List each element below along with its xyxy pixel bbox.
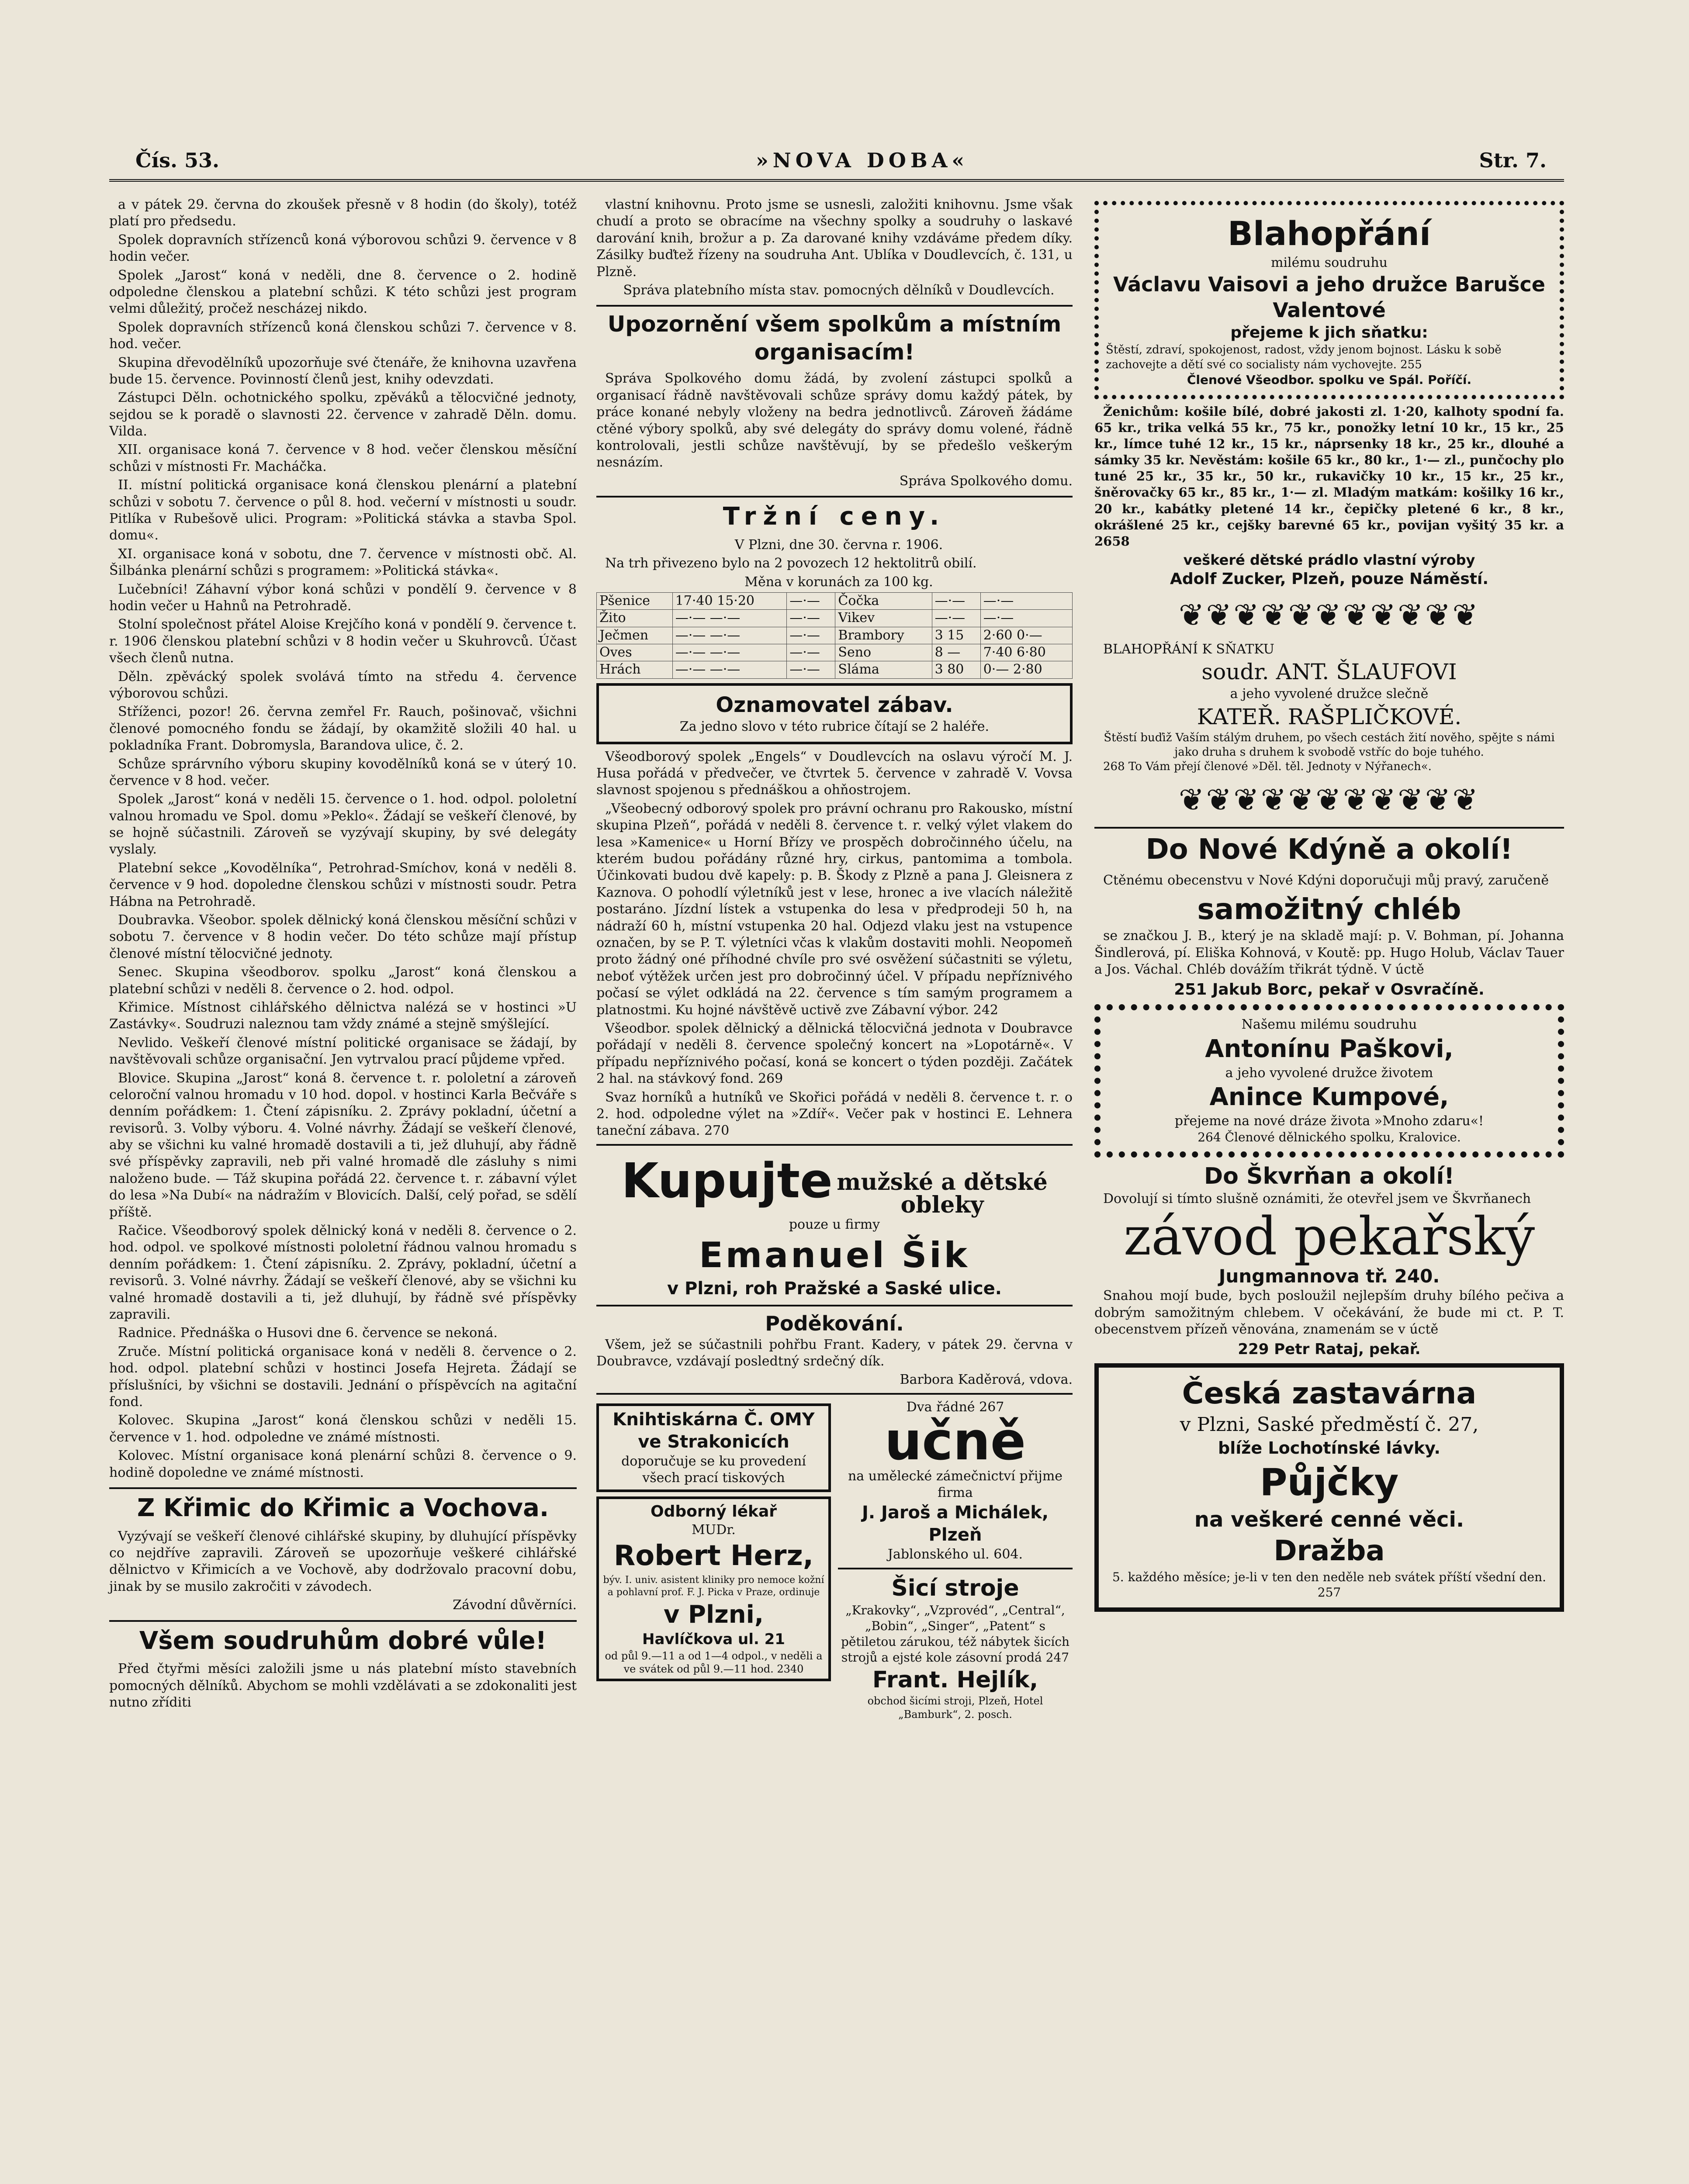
zenich-line: veškeré dětské prádlo vlastní výroby (1183, 551, 1475, 568)
snatek-name1: soudr. ANT. ŠLAUFOVI (1201, 659, 1457, 685)
kupujte-pouze: pouze u firmy (789, 1216, 880, 1232)
price-cell: —·— (787, 627, 835, 644)
notice-sign: Správa Spolkového domu. (899, 473, 1073, 489)
price-cell: —·— (787, 661, 835, 678)
price-row (597, 610, 1073, 627)
ucne-addr: Jablonského ul. 604. (887, 1547, 1023, 1562)
snatek-title: BLAHOPŘÁNÍ K SŇATKU (1103, 641, 1274, 657)
price-cell: —·— —·— (672, 610, 787, 627)
notice-item: a v pátek 29. června do zkoušek přesně v 8 hodin (do školy), totéž platí pro předsedu. (109, 197, 577, 229)
sici-title: Šicí stroje (891, 1575, 1019, 1601)
price-cell: —·— (980, 610, 1072, 627)
price-cell: 0·— 2·80 (980, 661, 1072, 678)
skvrnan-big: závod pekařský (1123, 1206, 1535, 1267)
price-row (597, 644, 1073, 661)
kdyne-sign: Jakub Borc, pekař v Osvračíně. (1212, 981, 1485, 999)
lekar-line4: býv. I. univ. asistent kliniky pro nemoce kožní a pohlavní prof. F. J. Picka v Praze, ordinuje (603, 1575, 824, 1598)
blahoprani-ad (1094, 201, 1564, 399)
paskovi-num: 264 (1198, 1130, 1221, 1144)
column-left (109, 197, 577, 1713)
library-sign: Správa platebního místa stav. pomocných dělníků v Doudlevcích. (623, 282, 1055, 298)
notice-item: Spolek dopravních střízenců koná výborovou schůzi 9. července v 8 hodin večer. (109, 232, 577, 265)
price-cell: —·— (787, 592, 835, 609)
kdyne-text2: se značkou J. B., který je na skladě mají: p. V. Bohman, pí. Johanna Šindlerová, pí. Eliška Kohnová, v Koutě: pp. Hugo Holub, Václav Tauer a Jos. Váchal. Chléb dovážím třikrát týdně. V úctě (1094, 928, 1564, 977)
skvrnan-text1: Dovolují si tímto slušně oznámiti, že otevřel jsem ve Škvrňanech (1103, 1191, 1531, 1207)
library-text: vlastní knihovnu. Proto jsme se usnesli, založiti knihovnu. Jsme však chudí a proto se obracíme na všechny spolky a soudruhy o laskavé darování knih, brožur a p. Za darované knihy vzdáváme předem díky. Zásilky buďtež řízeny na soudruha Ant. Ublíka v Doudlevcích, č. 131, u Plzně. (596, 197, 1073, 280)
price-row (597, 661, 1073, 678)
lekar-city: v Plzni, (663, 1600, 764, 1629)
paskovi-line3: přejeme na nové dráze života »Mnoho zdaru«! (1174, 1113, 1484, 1129)
zastavarna-line1: v Plzni, Saské předměstí č. 27, (1180, 1413, 1479, 1436)
price-cell: Seno (835, 644, 932, 661)
notice-item: Senec. Skupina všeodborov. spolku „Jarost“ koná členskou a platební schůzi v neděli 8. července o 2. hod. odpol. (109, 964, 577, 997)
snatek-text: Štěstí buďiž Vaším stálým druhem, po všech cestách žití nověho, spějte s námi jako druha s druhem k svobodě vstříc do boje tuhého. (1104, 731, 1555, 759)
ucne-line3: na umělecké zámečnictví přijme firma (848, 1469, 1063, 1501)
prices-table (596, 592, 1073, 679)
newspaper-page (109, 131, 1564, 2184)
paskovi-name1: Antonínu Paškovi, (1205, 1034, 1454, 1063)
kdyne-title: Do Nové Kdýně a okolí! (1094, 827, 1564, 868)
price-cell: Ječmen (597, 627, 673, 644)
paskovi-line1: Našemu milému soudruhu (1241, 1017, 1417, 1033)
price-cell: 17·40 15·20 (672, 592, 787, 609)
zastavarna-line2: blíže Lochotínské lávky. (1218, 1438, 1440, 1458)
zabav-sub: Za jedno slovo v této rubrice čítají se 2 haléře. (679, 719, 990, 735)
paskovi-sign: Členové dělnického spolku, Kralovice. (1225, 1130, 1461, 1144)
section-soudruhum-title: Všem soudruhům dobré vůle! (109, 1620, 577, 1657)
notice-item: Račice. Všeodborový spolek dělnický koná v neděli 8. července o 2. hod. odpol. ve spolkové místnosti pololetní řádnou valnou hromadu s denním pořádkem: 1. Čtení zápisníku. 2. Zprávy, pokladní, účetní a revisorů. 3. Volné návrhy. Žádají se veškeří členové, aby se všichni ku valné hromadě dostavili a ti, jež dluhují, by řádně své příspěvky zapravili. (109, 1223, 577, 1322)
blaho1-title: Blahopřání (1228, 214, 1431, 253)
notice-item: Křimice. Místnost cihlářského dělnictva nalézá se v hostinci »U Zastávky«. Soudruzi naleznou tam vždy známé a stejně smýšlející. (109, 999, 577, 1032)
knih-line1: Knihtiskárna Č. OMY (613, 1409, 815, 1430)
notice-item: XI. organisace koná v sobotu, dne 7. července v místnosti obč. Al. Šilbánka plenární schůzi s programem: »Politická stávka«. (109, 546, 577, 579)
lekar-ad (596, 1496, 831, 1681)
zenich-text: Ženichům: košile bílé, dobré jakosti zl. 1·20, kalhoty spodní fa. 65 kr., trika velká 55 kr., 75 kr., ponožky letní 10 kr., 15 kr., 25 kr., límce tuhé 12 kr., 15 kr., náprsenky 18 kr., 25 kr., dlouhé a sámky 35 kr. Nevěstám: košile 65 kr., 80 kr., 1·— zl., punčochy plo tuné 25 kr., 35 kr., 50 kr., rukavičky 10 kr., 15 kr., 25 kr., šněrovačky 65 kr., 85 kr., 1·— zl. Mladým matkám: košilky 16 kr., 20 kr., kabátky pletené 14 kr., čepičky pletené 6 kr., 8 kr., okrášlené 25 kr., cejšky barevné 65 kr., povijan vyšitý 35 kr. a 2658 (1094, 404, 1564, 549)
snatek-ad (1094, 641, 1564, 774)
zastavarna-ad (1094, 1363, 1564, 1612)
knih-line2: ve Strakonicích (638, 1431, 789, 1452)
price-cell: —·— (980, 592, 1072, 609)
blaho1-text: Štěstí, zdraví, spokojenost, radost, vždy jenom bojnost. Lásku k sobě zachovejte a dětí své co socialisty nám vychovejte. 255 (1106, 343, 1502, 371)
zastavarna-big: Půjčky (1260, 1461, 1399, 1505)
kupujte-ad (596, 1150, 1073, 1300)
lekar-name: Robert Herz, (614, 1540, 813, 1572)
snatek-sub: a jeho vyvolené družce slečně (1230, 686, 1429, 702)
lekar-addr: Havlíčkova ul. 21 (642, 1631, 785, 1648)
kdyne-text1: Ctěnému obecenstvu v Nové Kdýni doporučuji můj pravý, zaručeně (1103, 873, 1549, 888)
kupujte-addr: v Plzni, roh Pražské a Saské ulice. (667, 1279, 1002, 1299)
snatek-sign: To Vám přejí členové »Děl. těl. Jednoty v Nýřanech«. (1128, 760, 1432, 774)
section-soudruhum-text: Před čtyřmi měsíci založili jsme u nás platební místo stavebních pomocných dělníků. Abychom se mohli vzdělávati a se zdokonaliti jest nutno zříditi (109, 1661, 577, 1710)
price-cell: Oves (597, 644, 673, 661)
zabav-item: Všeodbor. spolek dělnický a dělnická tělocvičná jednota v Doubravce pořádají v neděli 8. července společný koncert na »Lopotárně«. V případu nepříznivého počasí, koná se koncert o týden později. Začátek 2 hal. na stávkový fond. 269 (596, 1020, 1073, 1087)
ornament-band-1: ❦❦❦❦❦❦❦❦❦❦❦ (1178, 597, 1480, 633)
section-krimice-text: Vyzývají se veškeří členové cihlářské skupiny, by dluhující příspěvky co nejdříve zapravili. Zároveň se upozorňuje veškeré cihlářské dělnictvo v Křimicích a ve Vochově, aby dodržovalo pracovní dobu, jinak by se musilo zakročiti v závodech. (109, 1528, 577, 1594)
notice-item: Kolovec. Místní organisace koná plenární schůzi 8. července o 9. hodině dopoledne ve známé místnosti. (109, 1448, 577, 1480)
price-cell: —·— (932, 592, 980, 609)
zastavarna-drazba: Dražba (1274, 1534, 1385, 1567)
kupujte-head: Kupujte (621, 1152, 833, 1209)
knih-line3: doporučuje se ku provedení všech prací tiskových (621, 1454, 806, 1486)
lekar-line2: MUDr. (692, 1522, 736, 1538)
price-cell: Hrách (597, 661, 673, 678)
snatek-num: 268 (1103, 760, 1125, 774)
skvrnan-title: Do Škvrňan a okolí! (1204, 1163, 1454, 1189)
lekar-line1: Odborný lékař (650, 1502, 777, 1521)
zastavarna-line3: na veškeré cenné věci. (1194, 1507, 1464, 1532)
zabav-item: „Všeobecný odborový spolek pro právní ochranu pro Rakousko, místní skupina Plzeň“, pořádá v neděli 8. července t. r. velký výlet vlakem do lesa »Kamenice« u Horní Břízy ve prospěch dobročinného účelu, na kterém budou pořádány různé hry, cirkus, pantomima a tombola. Účinkovati budou dvě kapely: p. B. Škody z Plzně a pana J. Gleisnera z Kaznova. O pohodlí výletníků jest v lese, hronec a ive vlacích náležitě postaráno. Jízdní lístek a vstupenka do lesa v předprodeji 50 h, na nádraží 60 h, místní vstupenka 20 hal. Odjezd vlaku jest na vstupence označen, by se P. T. výletníci včas k vlakům dostaviti mohli. Neopomeň proto žádný oné příhodné chvíle pro své osvěžení súčastniti se výletu, neboť výtěžek určen jest pro dobročinný účel. V případu nepříznivého počasí se výlet odkládá na 22. července s tím samým programem a platnostmi. Ku hojné návštěvě uctivě zve Zábavní výbor. 242 (596, 801, 1073, 1018)
podekovani-title: Poděkování. (765, 1311, 904, 1335)
skvrnan-text2: Snahou mojí bude, bych posloužil nejlepším druhy bílého pečiva a dobrým samožitným chlebem. V očekávání, že bude mi ct. P. T. obecenstvem přízeň věnována, znamenám se v úctě (1094, 1288, 1564, 1337)
podekovani-text: Všem, jež se súčastnili pohřbu Frant. Kadery, v pátek 29. června v Doubravce, vzdávají posledtný srdečný dík. (596, 1337, 1073, 1369)
notice-item: Zástupci Děln. ochotnického spolku, zpěváků a tělocvičné jednoty, sejdou se k poradě o slavnosti 22. července v zahradě Děln. domu. Vilda. (109, 390, 577, 439)
masthead-title: »NOVA DOBA« (756, 149, 969, 172)
blaho1-line: přejeme k jich sňatku: (1230, 324, 1428, 342)
price-cell: 7·40 6·80 (980, 644, 1072, 661)
price-cell: Vikev (835, 610, 932, 627)
notices-list (109, 197, 577, 1481)
notice-item: Doubravka. Všeobor. spolek dělnický koná členskou měsíční schůzi v sobotu 7. července v 8 hodin večer. Do této schůze mají přístup členové místní tělocvičné jednoty. (109, 912, 577, 961)
price-cell: Pšenice (597, 592, 673, 609)
price-cell: —·— —·— (672, 627, 787, 644)
kupujte-sub1: mužské a dětské (837, 1168, 1048, 1196)
price-cell: 2·60 0·— (980, 627, 1072, 644)
zabav-box (596, 683, 1073, 744)
prices-date: V Plzni, dne 30. června r. 1906. (734, 537, 943, 553)
price-cell: 3 80 (932, 661, 980, 678)
ucne-title: učně (884, 1411, 1026, 1472)
bottom-ads (596, 1399, 1073, 1721)
section-krimice-sign: Závodní důvěrníci. (453, 1597, 577, 1613)
price-cell: —·— (787, 644, 835, 661)
column-right (1094, 197, 1564, 1616)
page-header (109, 131, 1564, 182)
knihtiskarna-ad (596, 1403, 831, 1492)
price-cell: —·— (932, 610, 980, 627)
issue-number: Čís. 53. (135, 149, 220, 172)
notice-item: Platební sekce „Kovodělníka“, Petrohrad-Smíchov, koná v neděli 8. července v 9 hod. dopoledne členskou schůzi v místnosti soudr. Petra Hábna na Petrohradě. (109, 860, 577, 909)
price-cell: Sláma (835, 661, 932, 678)
price-cell: —·— (787, 610, 835, 627)
notice-text: Správa Spolkového domu žádá, by zvolení zástupci spolků a organisací řádně navštěvovali schůze správy domu každý pátek, by práce konané nebyly vloženy na bedra jednotlivců. Zároveň žádáme ctěné výbory spolků, aby své delegáty do správy domu volené, řádně kontrolovali, jestli schůze navštěvují, by se předešlo veškerým nesnázím. (596, 371, 1073, 470)
sici-text: „Krakovky“, „Vzprovéd“, „Central“, „Bobin“, „Singer“, „Patent“ s pětiletou zárukou, též nábytek šicích strojů a ejsté kole zásovní prodá 247 (841, 1603, 1070, 1665)
ucne-line1: Dva řádné (906, 1399, 975, 1415)
blaho1-names: Václavu Vaisovi a jeho družce Barušce Valentové (1113, 272, 1545, 322)
column-middle (596, 197, 1073, 1721)
notice-item: Kolovec. Skupina „Jarost“ koná členskou schůzi v neděli 15. července v 1. hod. odpoledne ve známé místnosti. (109, 1413, 577, 1445)
price-cell: Žito (597, 610, 673, 627)
notice-item: Nevlido. Veškeří členové místní politické organisace se žádají, by navštěvovali schůze organisační. Jen vytrvalou prací půjdeme vpřed. (109, 1035, 577, 1068)
paskovi-line2: a jeho vyvolené družce životem (1225, 1065, 1433, 1081)
kupujte-sub2: obleky (900, 1191, 984, 1218)
price-row (597, 592, 1073, 609)
notice-item: Děln. zpěvácký spolek svolává tímto na středu 4. července výborovou schůzi. (109, 669, 577, 701)
notice-item: Stříženci, pozor! 26. června zemřel Fr. Rauch, pošinovač, všichni členové pomocného fondu se žádají, by okamžitě složili 40 hal. u pokladníka Frant. Dobromysla, Barandova ulice, č. 2. (109, 704, 577, 753)
price-cell: Čočka (835, 592, 932, 609)
skvrnan-sign: Petr Rataj, pekař. (1274, 1340, 1421, 1358)
notice-item: Stolní společnost přátel Aloise Krejčího koná v pondělí 9. července t. r. 1906 členskou platební schůzi v 8 hodin večer u Skuhrovců. Účast všech členů nutna. (109, 617, 577, 666)
notice-item: Spolek „Jarost“ koná v neděli 15. července o 1. hod. odpol. pololetní valnou hromadu ve Spol. domu »Peklo«. Žádají se veškeří členové, by se hojně súčastnili. Zároveň se vyzývají skupiny, by své delegáty vyslaly. (109, 791, 577, 857)
ucne-num: 267 (979, 1399, 1004, 1415)
skvrnan-addr: Jungmannova tř. 240. (1218, 1265, 1440, 1287)
ucne-firm: J. Jaroš a Michálek, Plzeň (862, 1502, 1049, 1545)
price-cell: —·— —·— (672, 644, 787, 661)
price-row (597, 627, 1073, 644)
kdyne-product: samožitný chléb (1197, 892, 1461, 926)
zabav-title: Oznamovatel zábav. (716, 692, 953, 717)
blaho1-sub: milému soudruhu (1271, 255, 1388, 271)
notice-title: Upozornění všem spolkům a místním organisacím! (596, 305, 1073, 366)
paskovi-ad (1094, 1004, 1564, 1157)
zenich-firm: Adolf Zucker, Plzeň, pouze Náměstí. (1170, 570, 1488, 588)
notice-item: Lučebníci! Záhavní výbor koná schůzi v pondělí 9. července v 8 hodin večer u Hahnů na Petrohradě. (109, 581, 577, 614)
zabav-item: Svaz horníků a hutníků ve Skořici pořádá v neděli 8. července t. r. o 2. hod. odpoledne výlet na »Zdíř«. Večer pak v hostinci E. Lehnera taneční zábava. 270 (596, 1089, 1073, 1139)
podekovani-sign: Barbora Kaděrová, vdova. (900, 1372, 1073, 1388)
price-cell: —·— —·— (672, 661, 787, 678)
price-cell: Brambory (835, 627, 932, 644)
sici-firm: Frant. Hejlík, (872, 1666, 1038, 1693)
price-cell: 3 15 (932, 627, 980, 644)
kupujte-firm: Emanuel Šik (699, 1235, 970, 1276)
page-number: Str. 7. (1479, 149, 1547, 172)
price-cell: 8 — (932, 644, 980, 661)
notice-item: Zruče. Místní politická organisace koná v neděli 8. července o 2. hod. odpol. platební schůzi v hostinci Josefa Hejreta. Žádají se příslušníci, by všichni se dostavili. Jednání o příspěvcích na agitační fond. (109, 1344, 577, 1410)
notice-item: Radnice. Přednáška o Husovi dne 6. července se nekoná. (118, 1325, 498, 1341)
blaho1-sign: Členové Všeodbor. spolku ve Spál. Poříčí. (1187, 373, 1472, 387)
kdyne-num: 251 (1174, 981, 1207, 999)
notice-item: Schůze sprárvního výboru skupiny kovodělníků koná se v úterý 10. července v 8 hod. večer. (109, 756, 577, 788)
notice-item: XII. organisace koná 7. července v 8 hod. večer členskou měsíční schůzi v místnosti Fr. Macháčka. (109, 442, 577, 474)
ornament-band-2: ❦❦❦❦❦❦❦❦❦❦❦ (1178, 782, 1480, 818)
zastavarna-line4: 5. každého měsíce; je-li v ten den neděle neb svátek příští všední den. 257 (1112, 1569, 1547, 1600)
zabav-list (596, 749, 1073, 1140)
paskovi-name2: Anince Kumpové, (1209, 1082, 1449, 1111)
notice-item: II. místní politická organisace koná členskou plenární a platební schůzi v sobotu 7. července o půl 8. hod. večerní v místnosti u soudr. Pitlíka v Rubešově ulici. Program: »Politická stávka a stavba Spol. domu«. (109, 477, 577, 543)
prices-intro: Na trh přivezeno bylo na 2 povozech 12 hektolitrů obilí. (605, 556, 977, 571)
notice-item: Blovice. Skupina „Jarost“ koná 8. července t. r. pololetní a zároveň celoroční valnou hromadu v 10 hod. dopol. v hostinci Karla Bečváře s denním pořádkem: 1. Čtení zápisníku. 2. Zprávy pokladní, účetní a revisorů. 3. Volby výboru. 4. Volné návrhy. Žádají se veškeří členové, aby se všichni ku valné hromadě dostavili a ti, jež dluhují, aby řádně své příspěvky zapravili, neb při valné hromadě dle zásluhy s nimi naloženo bude. — Táž skupina pořádá 22. července t. r. zábavní výlet do lesa »Na Dubí« na nádražím v Blovicích. Další, celý pořad, se sdělí příště. (109, 1070, 577, 1220)
lekar-hours: od půl 9.—11 a od 1—4 odpol., v neděli a ve svátek od půl 9.—11 hod. 2340 (605, 1649, 823, 1676)
zastavarna-title: Česká zastavárna (1182, 1376, 1477, 1411)
notice-item: Spolek dopravních střízenců koná členskou schůzi 7. července v 8. hod. večer. (109, 319, 577, 352)
notice-item: Spolek „Jarost“ koná v neděli, dne 8. července o 2. hodině odpoledne členskou a platební schůzi. K této schůzi jest program velmi důležitý, pročež nescházej nikdo. (109, 267, 577, 317)
sici-addr: obchod šicími stroji, Plzeň, Hotel „Bamburk“, 2. posch. (867, 1695, 1043, 1721)
prices-title: Tržní ceny. (596, 496, 1073, 532)
prices-unit: Měna v korunách za 100 kg. (744, 574, 933, 590)
snatek-name2: KATEŘ. RAŠPLIČKOVÉ. (1197, 704, 1462, 729)
zabav-item: Všeodborový spolek „Engels“ v Doudlevcích na oslavu výročí M. J. Husa pořádá v předvečer, ve čtvrtek 5. července v zahradě V. Vovsa slavnost spojenou s přednáškou a ohňostrojem. (596, 749, 1073, 798)
skvrnan-num: 229 (1238, 1340, 1269, 1358)
section-krimice-title: Z Křimic do Křimic a Vochova. (109, 1487, 577, 1524)
notice-item: Skupina dřevodělníků upozorňuje své čtenáře, že knihovna uzavřena bude 15. července. Povinností členů jest, knihy odevzdati. (109, 355, 577, 387)
